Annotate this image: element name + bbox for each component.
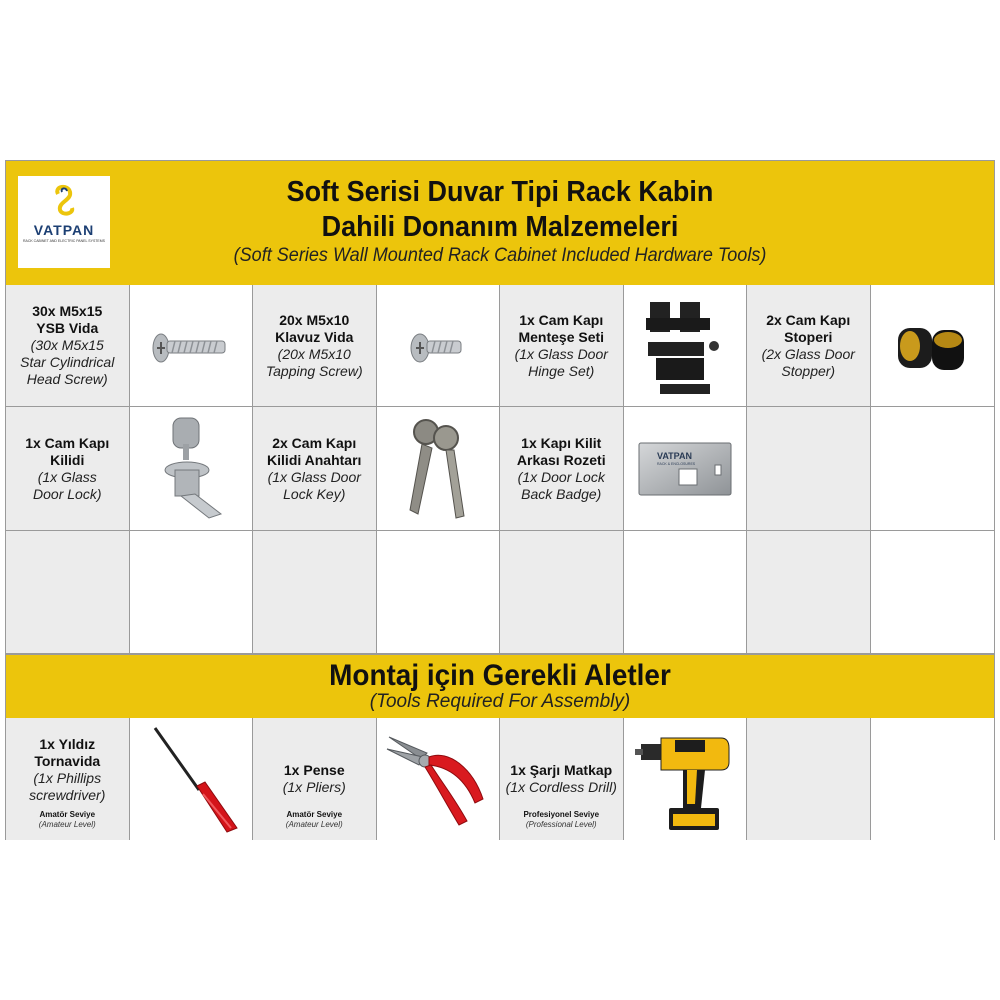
skill-level — [6, 810, 129, 830]
title-line-2: Dahili Donanım Malzemeleri — [321, 211, 679, 243]
label-tr: Kilidi Anahtarı — [267, 451, 362, 468]
label-tr: 1x Şarjı Matkap — [510, 762, 613, 778]
empty-cell — [747, 531, 871, 654]
badge-brand-text: VATPAN — [656, 450, 692, 461]
level-en: (Amateur Level) — [285, 820, 343, 829]
pliers-icon — [383, 729, 493, 829]
label-tr: 1x Yıldız — [39, 736, 96, 752]
screwdriver-icon — [141, 724, 241, 834]
level-tr: Amatör Seviye — [39, 810, 96, 819]
label-tr: Klavuz Vida — [275, 328, 354, 345]
tool-label-cordless-drill — [500, 718, 624, 840]
label-en: (1x Glass Door — [267, 468, 361, 485]
label-en: screwdriver) — [29, 787, 106, 803]
hardware-image-screw-m5x15 — [130, 285, 254, 407]
keys-icon — [398, 414, 478, 524]
hardware-label-door-stopper — [747, 285, 871, 407]
label-en: (1x Pliers) — [282, 779, 346, 795]
label-en: (1x Door Lock — [517, 468, 605, 485]
empty-cell — [130, 531, 254, 654]
tools-banner — [6, 654, 994, 720]
empty-cell — [871, 718, 995, 840]
tool-image-pliers — [377, 718, 501, 840]
level-en: (Amateur Level) — [38, 820, 96, 829]
label-tr: Tornavida — [34, 753, 101, 769]
tool-label-screwdriver — [6, 718, 130, 840]
label-en: Back Badge) — [521, 485, 602, 502]
page-subtitle: (Soft Series Wall Mounted Rack Cabinet Included Hardware Tools) — [233, 245, 767, 266]
title-line-1: Soft Serisi Duvar Tipi Rack Kabin — [286, 176, 714, 208]
label-tr: 2x Cam Kapı — [766, 311, 851, 328]
tool-label-pliers — [253, 718, 377, 840]
cam-lock-icon — [151, 414, 231, 524]
screw-short-icon — [408, 326, 468, 366]
label-en: Stopper) — [781, 362, 836, 379]
label-tr: 30x M5x15 — [32, 303, 103, 319]
empty-cell — [253, 531, 377, 654]
hinge-set-icon — [640, 296, 730, 396]
hardware-image-cam-lock — [130, 407, 254, 531]
hardware-image-hinge-set — [624, 285, 748, 407]
label-tr: 1x Kapı Kilit — [521, 434, 602, 451]
hardware-label-cam-lock — [6, 407, 130, 531]
tool-image-screwdriver — [130, 718, 254, 840]
label-tr: YSB Vida — [36, 320, 99, 336]
label-en: Tapping Screw) — [265, 362, 363, 379]
logo-sub-text: RACK CABINET AND ELECTRIC PANEL SYSTEMS — [22, 239, 105, 243]
skill-level — [253, 810, 376, 830]
label-tr: Kilidi — [50, 451, 85, 468]
label-en: (2x Glass Door — [761, 345, 855, 362]
hardware-sheet — [5, 160, 995, 840]
label-tr: Arkası Rozeti — [516, 451, 606, 468]
label-en: Hinge Set) — [528, 362, 595, 379]
label-en: (1x Glass — [37, 468, 97, 485]
hardware-image-screw-m5x10 — [377, 285, 501, 407]
empty-cell — [871, 407, 995, 531]
label-en: Head Screw) — [26, 371, 108, 387]
door-stopper-icon — [892, 316, 972, 376]
tools-grid — [6, 718, 994, 840]
logo-brand-text: VATPAN — [33, 222, 95, 238]
label-tr: 1x Cam Kapı — [519, 311, 604, 328]
hardware-banner — [6, 161, 994, 286]
label-en: (20x M5x10 — [277, 345, 351, 362]
label-tr: 1x Pense — [283, 762, 345, 778]
hardware-label-screw-m5x15 — [6, 285, 130, 407]
hardware-label-badge — [500, 407, 624, 531]
hardware-image-badge — [624, 407, 748, 531]
label-en: (1x Glass Door — [514, 345, 608, 362]
label-en: (30x M5x15 — [30, 337, 104, 353]
empty-cell — [747, 407, 871, 531]
empty-cell — [871, 531, 995, 654]
hardware-label-lock-key — [253, 407, 377, 531]
empty-cell — [6, 531, 130, 654]
hardware-label-hinge-set — [500, 285, 624, 407]
cordless-drill-icon — [635, 724, 735, 834]
badge-plate-icon — [635, 439, 735, 499]
empty-cell — [747, 718, 871, 840]
tools-subtitle: (Tools Required For Assembly) — [369, 691, 631, 712]
empty-cell — [500, 531, 624, 654]
hardware-image-lock-key — [377, 407, 501, 531]
label-en: (1x Phillips — [33, 770, 102, 786]
tools-title: Montaj için Gerekli Aletler — [329, 659, 671, 692]
tool-image-cordless-drill — [624, 718, 748, 840]
label-tr: 1x Cam Kapı — [25, 434, 110, 451]
screw-long-icon — [151, 326, 231, 366]
label-en: Door Lock) — [33, 485, 102, 502]
hardware-grid — [6, 285, 994, 654]
label-en: Star Cylindrical — [20, 354, 115, 370]
badge-sub-text: RACK & ENCLOSURES — [656, 461, 695, 466]
empty-cell — [624, 531, 748, 654]
label-tr: 2x Cam Kapı — [272, 434, 357, 451]
label-en: (1x Cordless Drill) — [505, 779, 617, 795]
label-en: Lock Key) — [283, 485, 346, 502]
empty-cell — [377, 531, 501, 654]
label-tr: Menteşe Seti — [518, 328, 605, 345]
skill-level — [500, 810, 623, 830]
label-tr: Stoperi — [784, 328, 833, 345]
level-tr: Profesiyonel Seviye — [523, 810, 600, 819]
label-tr: 20x M5x10 — [279, 311, 350, 328]
level-en: (Professional Level) — [525, 820, 597, 829]
page-title — [41, 175, 960, 245]
hardware-image-door-stopper — [871, 285, 995, 407]
hardware-label-screw-m5x10 — [253, 285, 377, 407]
level-tr: Amatör Seviye — [286, 810, 343, 819]
